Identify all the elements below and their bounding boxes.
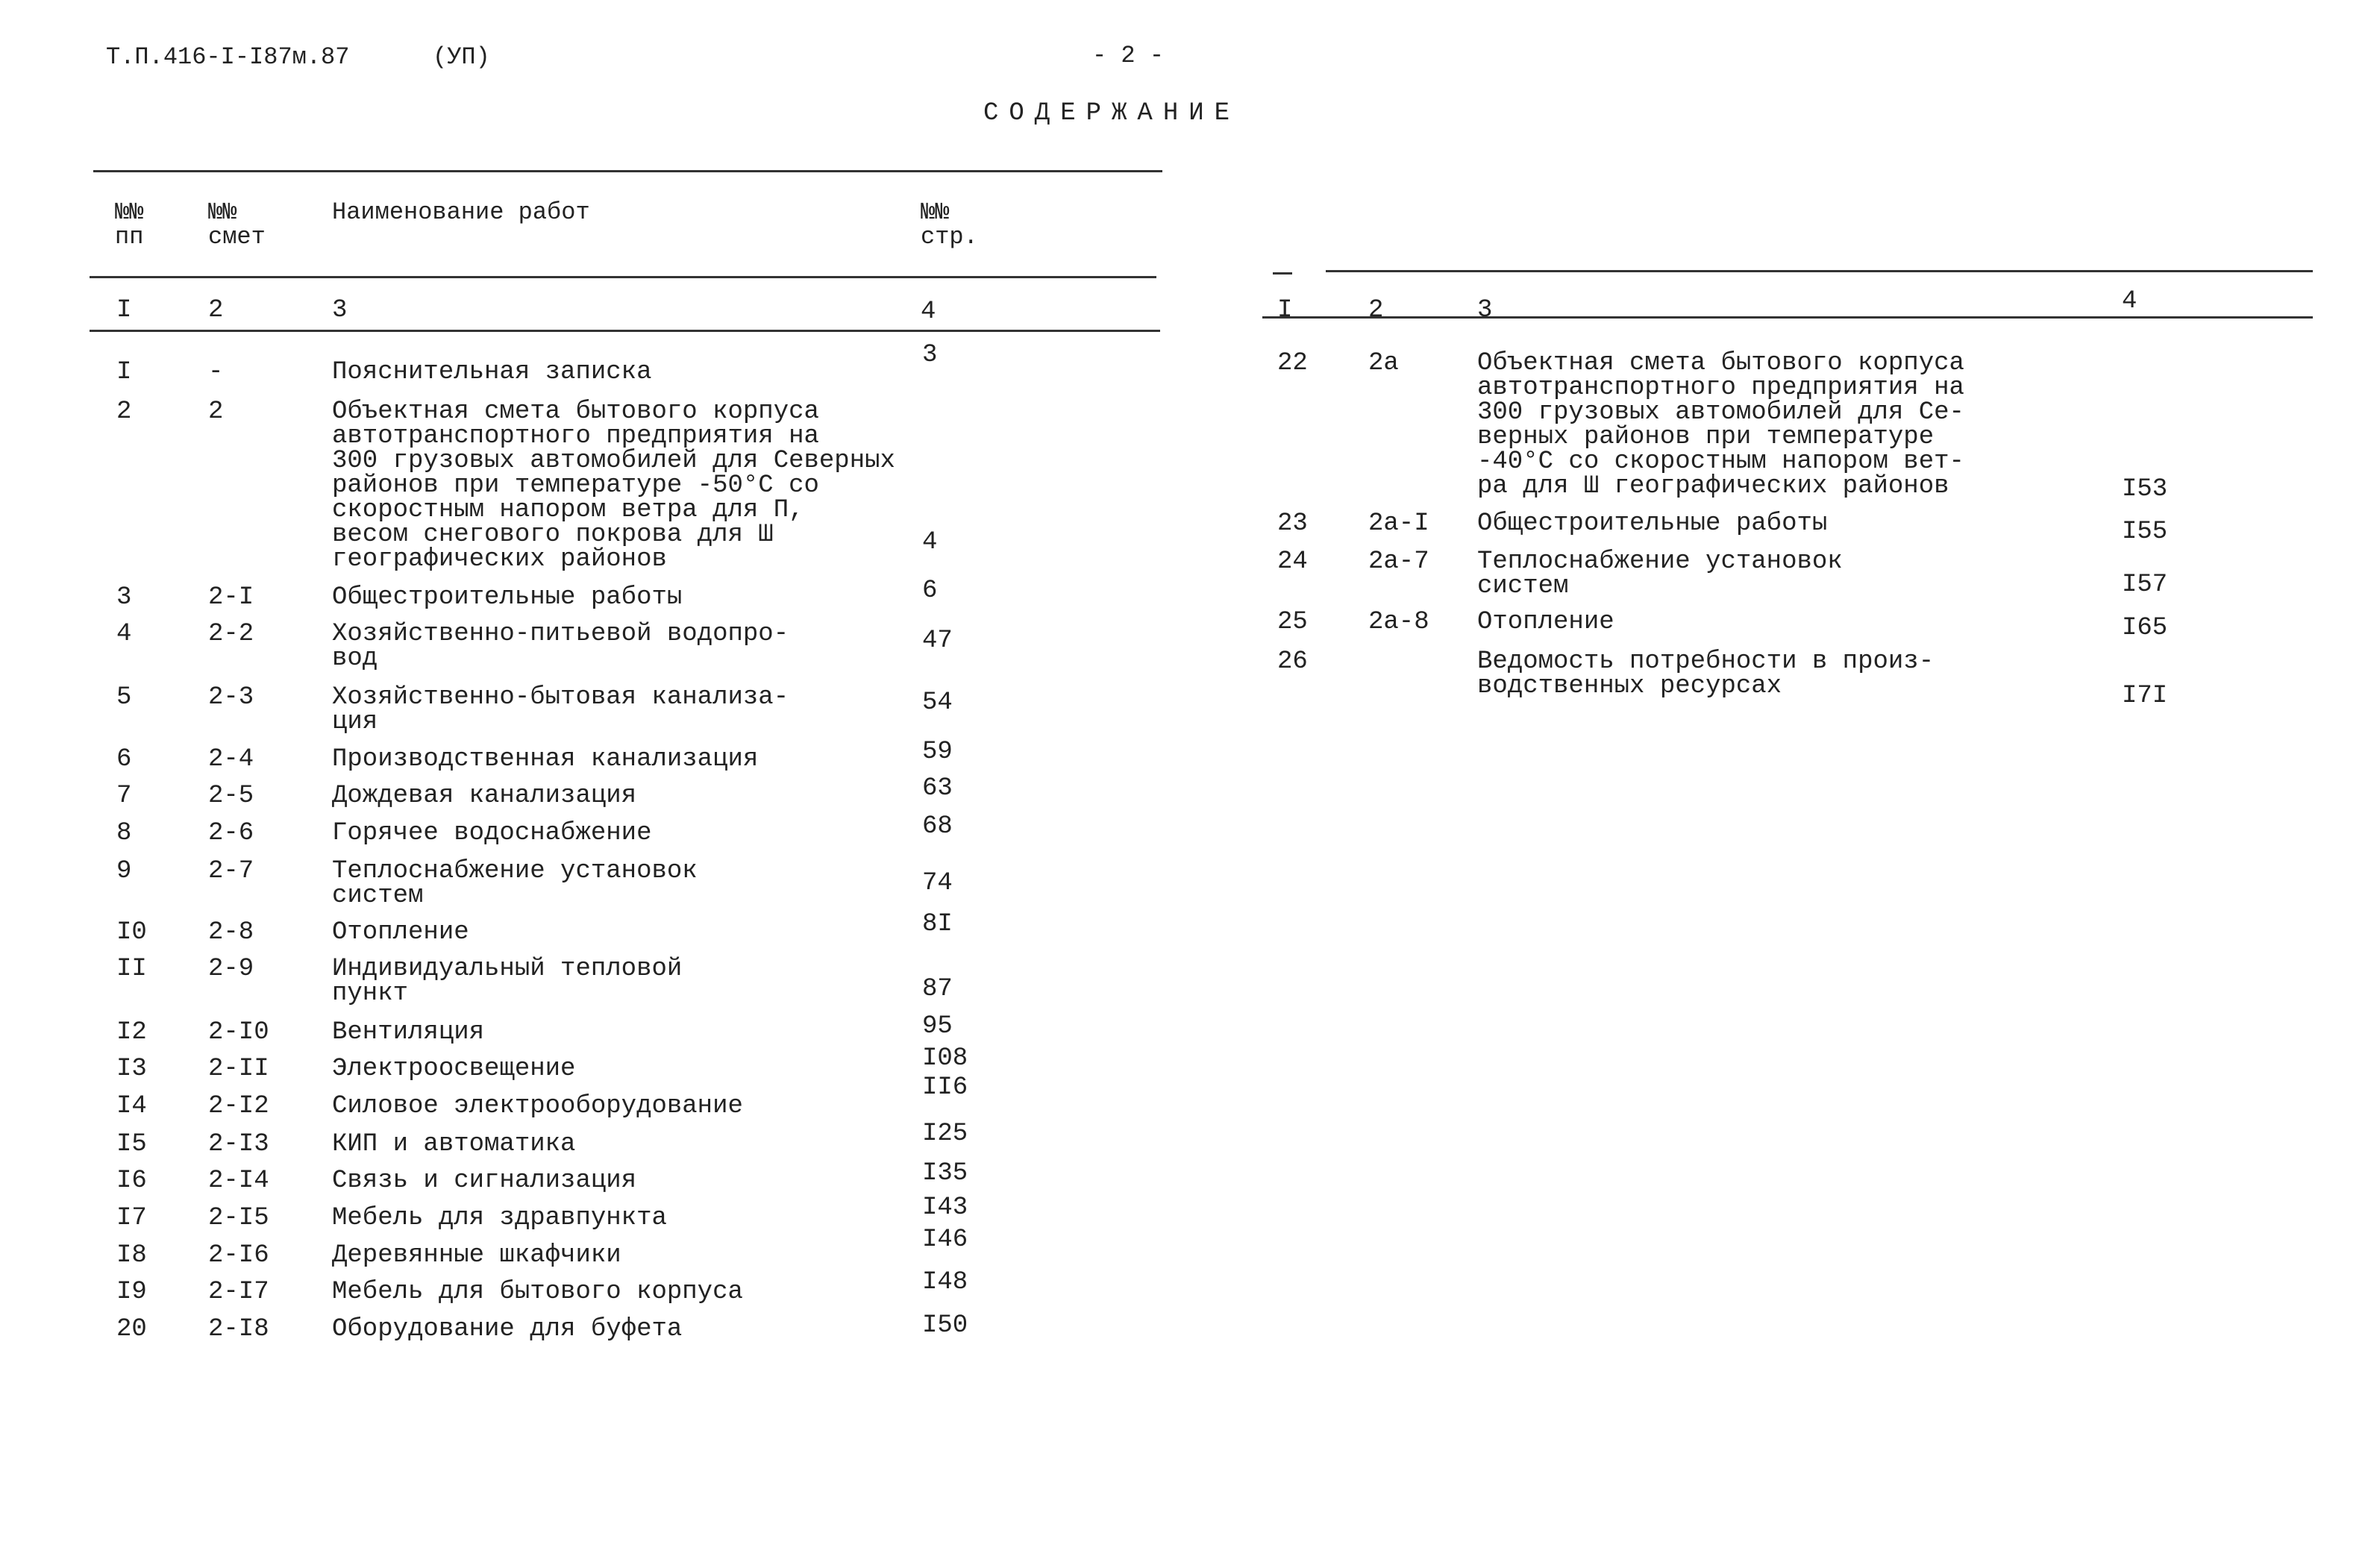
row-page-number: 87 (922, 975, 953, 1003)
row-page-number: II6 (922, 1073, 968, 1102)
row-work-name: Пояснительная записка (332, 358, 652, 386)
column-numbers-rule (90, 330, 1160, 332)
row-estimate-number: 2-9 (208, 955, 254, 983)
row-number: 20 (116, 1315, 147, 1343)
column-number-1: I (116, 296, 132, 324)
row-number: 5 (116, 683, 132, 712)
document-mark: (УП) (433, 43, 490, 71)
right-top-rule-dash (1273, 272, 1292, 275)
row-estimate-number: 2-II (208, 1055, 269, 1083)
row-work-name: Деревянные шкафчики (332, 1241, 621, 1270)
row-page-number: I55 (2122, 518, 2168, 546)
column-number-4: 4 (921, 298, 936, 326)
row-page-number: 4 (922, 528, 938, 556)
row-page-number: I7I (2122, 682, 2168, 710)
row-number: 3 (116, 583, 132, 612)
row-number: I0 (116, 918, 147, 947)
row-page-number: I25 (922, 1120, 968, 1148)
page-title: СОДЕРЖАНИЕ (983, 99, 1241, 128)
row-page-number: 95 (922, 1012, 953, 1041)
row-number: I4 (116, 1092, 147, 1120)
row-work-name: Горячее водоснабжение (332, 819, 652, 847)
row-work-name: Теплоснабжение установок систем (332, 857, 698, 910)
row-page-number: 59 (922, 738, 953, 766)
row-estimate-number: 2-4 (208, 745, 254, 774)
row-number: I8 (116, 1241, 147, 1270)
row-work-name: Связь и сигнализация (332, 1167, 637, 1195)
row-page-number: 54 (922, 689, 953, 717)
row-work-name: Производственная канализация (332, 745, 759, 774)
document-code: Т.П.416-I-I87м.87 (106, 43, 350, 71)
row-number: I3 (116, 1055, 147, 1083)
row-estimate-number: 2-I7 (208, 1278, 269, 1306)
row-estimate-number: 2-I8 (208, 1315, 269, 1343)
row-estimate-number: 2-I4 (208, 1167, 269, 1195)
column-number-3: 3 (332, 296, 348, 324)
row-page-number: 74 (922, 869, 953, 897)
row-number: 2 (116, 398, 132, 426)
row-estimate-number: 2-7 (208, 857, 254, 885)
row-number: 22 (1277, 349, 1308, 377)
row-page-number: 47 (922, 627, 953, 655)
column-header-page: №№ стр. (921, 198, 978, 251)
page-number: - 2 - (1092, 42, 1165, 69)
row-work-name: Электроосвещение (332, 1055, 576, 1083)
right-column-numbers-rule (1262, 316, 2313, 319)
row-work-name: Мебель для бытового корпуса (332, 1278, 743, 1306)
row-estimate-number: 2а-7 (1368, 548, 1429, 576)
row-work-name: Отопление (332, 918, 469, 947)
row-work-name: КИП и автоматика (332, 1130, 576, 1158)
row-estimate-number: 2-I (208, 583, 254, 612)
row-number: I5 (116, 1130, 147, 1158)
row-work-name: Оборудование для буфета (332, 1315, 683, 1343)
right-top-rule (1326, 270, 2313, 272)
row-number: I9 (116, 1278, 147, 1306)
row-number: I2 (116, 1018, 147, 1047)
row-page-number: 3 (922, 341, 938, 369)
row-estimate-number: 2-I3 (208, 1130, 269, 1158)
row-work-name: Объектная смета бытового корпуса автотранспортного предприятия на 300 грузовых автомобилей для Се- верных районов при температуре -40°С со скоростным напором вет- ра для Ш географических районов (1477, 349, 1964, 501)
row-work-name: Теплоснабжение установок систем (1477, 548, 1843, 600)
row-number: 7 (116, 782, 132, 810)
table-top-rule (93, 170, 1162, 172)
row-work-name: Отопление (1477, 608, 1614, 636)
row-page-number: 6 (922, 577, 938, 605)
row-estimate-number: 2-I5 (208, 1204, 269, 1232)
row-estimate-number: 2-I2 (208, 1092, 269, 1120)
row-work-name: Ведомость потребности в произ- водственных ресурсах (1477, 647, 1935, 700)
row-page-number: I50 (922, 1311, 968, 1340)
row-page-number: I48 (922, 1268, 968, 1296)
row-estimate-number: 2-8 (208, 918, 254, 947)
row-page-number: 68 (922, 812, 953, 841)
row-estimate-number: 2а-I (1368, 509, 1429, 538)
row-page-number: I35 (922, 1159, 968, 1188)
row-work-name: Общестроительные работы (1477, 509, 1828, 538)
row-number: II (116, 955, 147, 983)
row-page-number: 63 (922, 774, 953, 803)
row-estimate-number: 2-6 (208, 819, 254, 847)
row-number: I6 (116, 1167, 147, 1195)
row-number: 4 (116, 620, 132, 648)
row-work-name: Общестроительные работы (332, 583, 683, 612)
column-header-smeta: №№ смет (208, 198, 266, 251)
row-work-name: Вентиляция (332, 1018, 485, 1047)
row-number: 23 (1277, 509, 1308, 538)
row-number: 26 (1277, 647, 1308, 676)
row-estimate-number: 2-I0 (208, 1018, 269, 1047)
column-header-name: Наименование работ (332, 198, 590, 226)
row-estimate-number: 2-3 (208, 683, 254, 712)
row-number: 9 (116, 857, 132, 885)
row-work-name: Мебель для здравпункта (332, 1204, 667, 1232)
row-number: 8 (116, 819, 132, 847)
row-page-number: I65 (2122, 614, 2168, 642)
row-number: 6 (116, 745, 132, 774)
row-work-name: Объектная смета бытового корпуса автотранспортного предприятия на 300 грузовых автомобилей для Северных районов при температуре -50°С со скоростным напором ветра для П, весом снегового покрова для Ш географических районов (332, 398, 895, 574)
column-header-num: №№ пп (115, 198, 144, 251)
row-page-number: I57 (2122, 571, 2168, 599)
row-page-number: I08 (922, 1044, 968, 1073)
row-number: 24 (1277, 548, 1308, 576)
header-bottom-rule (90, 276, 1156, 278)
row-page-number: 8I (922, 910, 953, 938)
row-page-number: I46 (922, 1226, 968, 1254)
row-estimate-number: 2а (1368, 349, 1399, 377)
row-estimate-number: 2-2 (208, 620, 254, 648)
row-work-name: Силовое электрооборудование (332, 1092, 743, 1120)
row-estimate-number: 2 (208, 398, 224, 426)
row-estimate-number: 2-5 (208, 782, 254, 810)
row-work-name: Дождевая канализация (332, 782, 637, 810)
row-page-number: I43 (922, 1194, 968, 1222)
row-number: I (116, 358, 132, 386)
row-page-number: I53 (2122, 475, 2168, 504)
row-work-name: Хозяйственно-питьевой водопро- вод (332, 620, 789, 673)
row-number: I7 (116, 1204, 147, 1232)
row-estimate-number: 2-I6 (208, 1241, 269, 1270)
row-estimate-number: 2а-8 (1368, 608, 1429, 636)
right-column-number-4: 4 (2122, 287, 2137, 316)
row-estimate-number: - (208, 358, 224, 386)
row-work-name: Хозяйственно-бытовая канализа- ция (332, 683, 789, 736)
right-column-number-3: 3 (1477, 296, 1493, 324)
column-number-2: 2 (208, 296, 224, 324)
row-number: 25 (1277, 608, 1308, 636)
right-column-number-2: 2 (1368, 296, 1384, 324)
row-work-name: Индивидуальный тепловой пункт (332, 955, 683, 1008)
right-column-number-1: I (1277, 296, 1293, 324)
